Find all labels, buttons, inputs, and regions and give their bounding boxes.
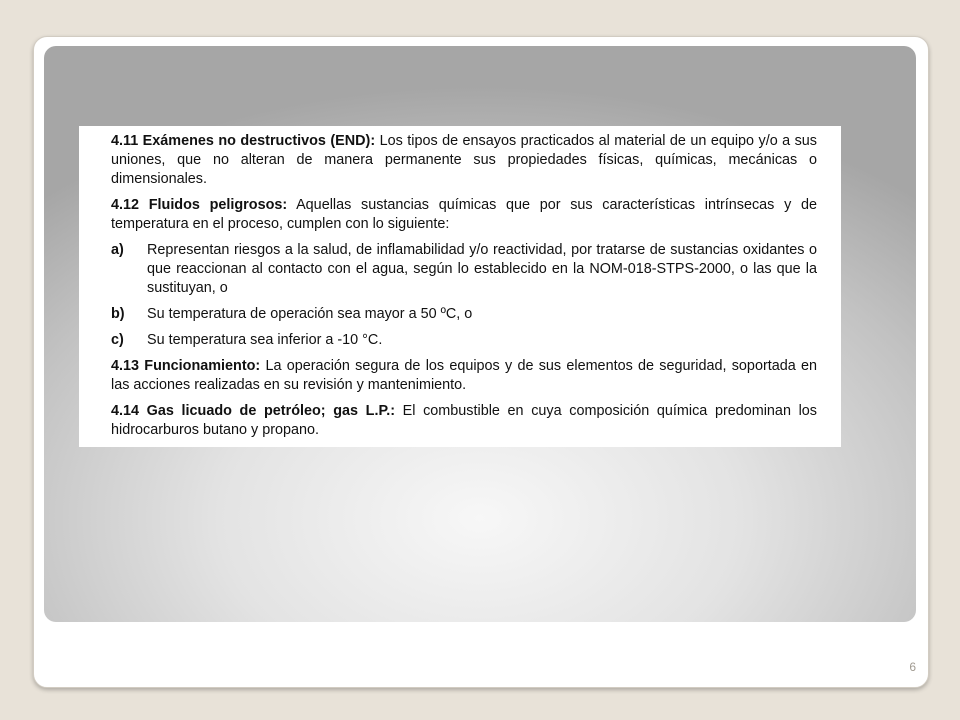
definition-text: La operación segura de los equipos y de sus elementos de seguridad, soportada en las acciones realizadas en su revisión y mantenimiento. [111, 358, 818, 393]
definition-4-12 [111, 196, 817, 234]
document-excerpt [79, 126, 841, 447]
list-item-a [111, 241, 817, 298]
list-letter: a) [111, 242, 124, 258]
defined-term: Funcionamiento: [144, 358, 261, 374]
definition-text: Aquellas sustancias químicas que por sus características intrínsecas y de temperatura en el proceso, cumplen con lo siguiente: [111, 197, 817, 232]
list-item-c [111, 331, 817, 350]
section-number: 4.13 [111, 358, 140, 374]
list-item-text: Representan riesgos a la salud, de inflamabilidad y/o reactividad, por tratarse de sustancias oxidantes o que reaccionan al contacto con el agua, según lo establecido en la NOM-018-STPS-2000, o las que la sustituyan, o [147, 242, 817, 296]
definition-4-13 [111, 357, 817, 395]
section-number: 4.12 [111, 197, 140, 213]
section-number: 4.11 [111, 133, 139, 149]
defined-term: Exámenes no destructivos (END): [142, 133, 376, 149]
definition-4-14 [111, 402, 817, 440]
slide-page-number: 6 [909, 660, 916, 674]
list-item-text: Su temperatura sea inferior a -10 °C. [147, 332, 383, 348]
list-letter: c) [111, 332, 124, 348]
section-number: 4.14 [111, 403, 140, 419]
list-item-text: Su temperatura de operación sea mayor a 50 ºC, o [147, 306, 473, 322]
defined-term: Gas licuado de petróleo; gas L.P.: [146, 403, 395, 419]
list-letter: b) [111, 306, 125, 322]
defined-term: Fluidos peligrosos: [148, 197, 288, 213]
list-item-b [111, 305, 817, 324]
definition-4-11 [111, 132, 817, 189]
definition-text: El combustible en cuya composición química predominan los hidrocarburos butano y propano. [111, 403, 817, 438]
definition-text: Los tipos de ensayos practicados al material de un equipo y/o a sus uniones, que no alteran de manera permanente sus propiedades físicas, químicas, mecánicas o dimensionales. [111, 133, 817, 187]
